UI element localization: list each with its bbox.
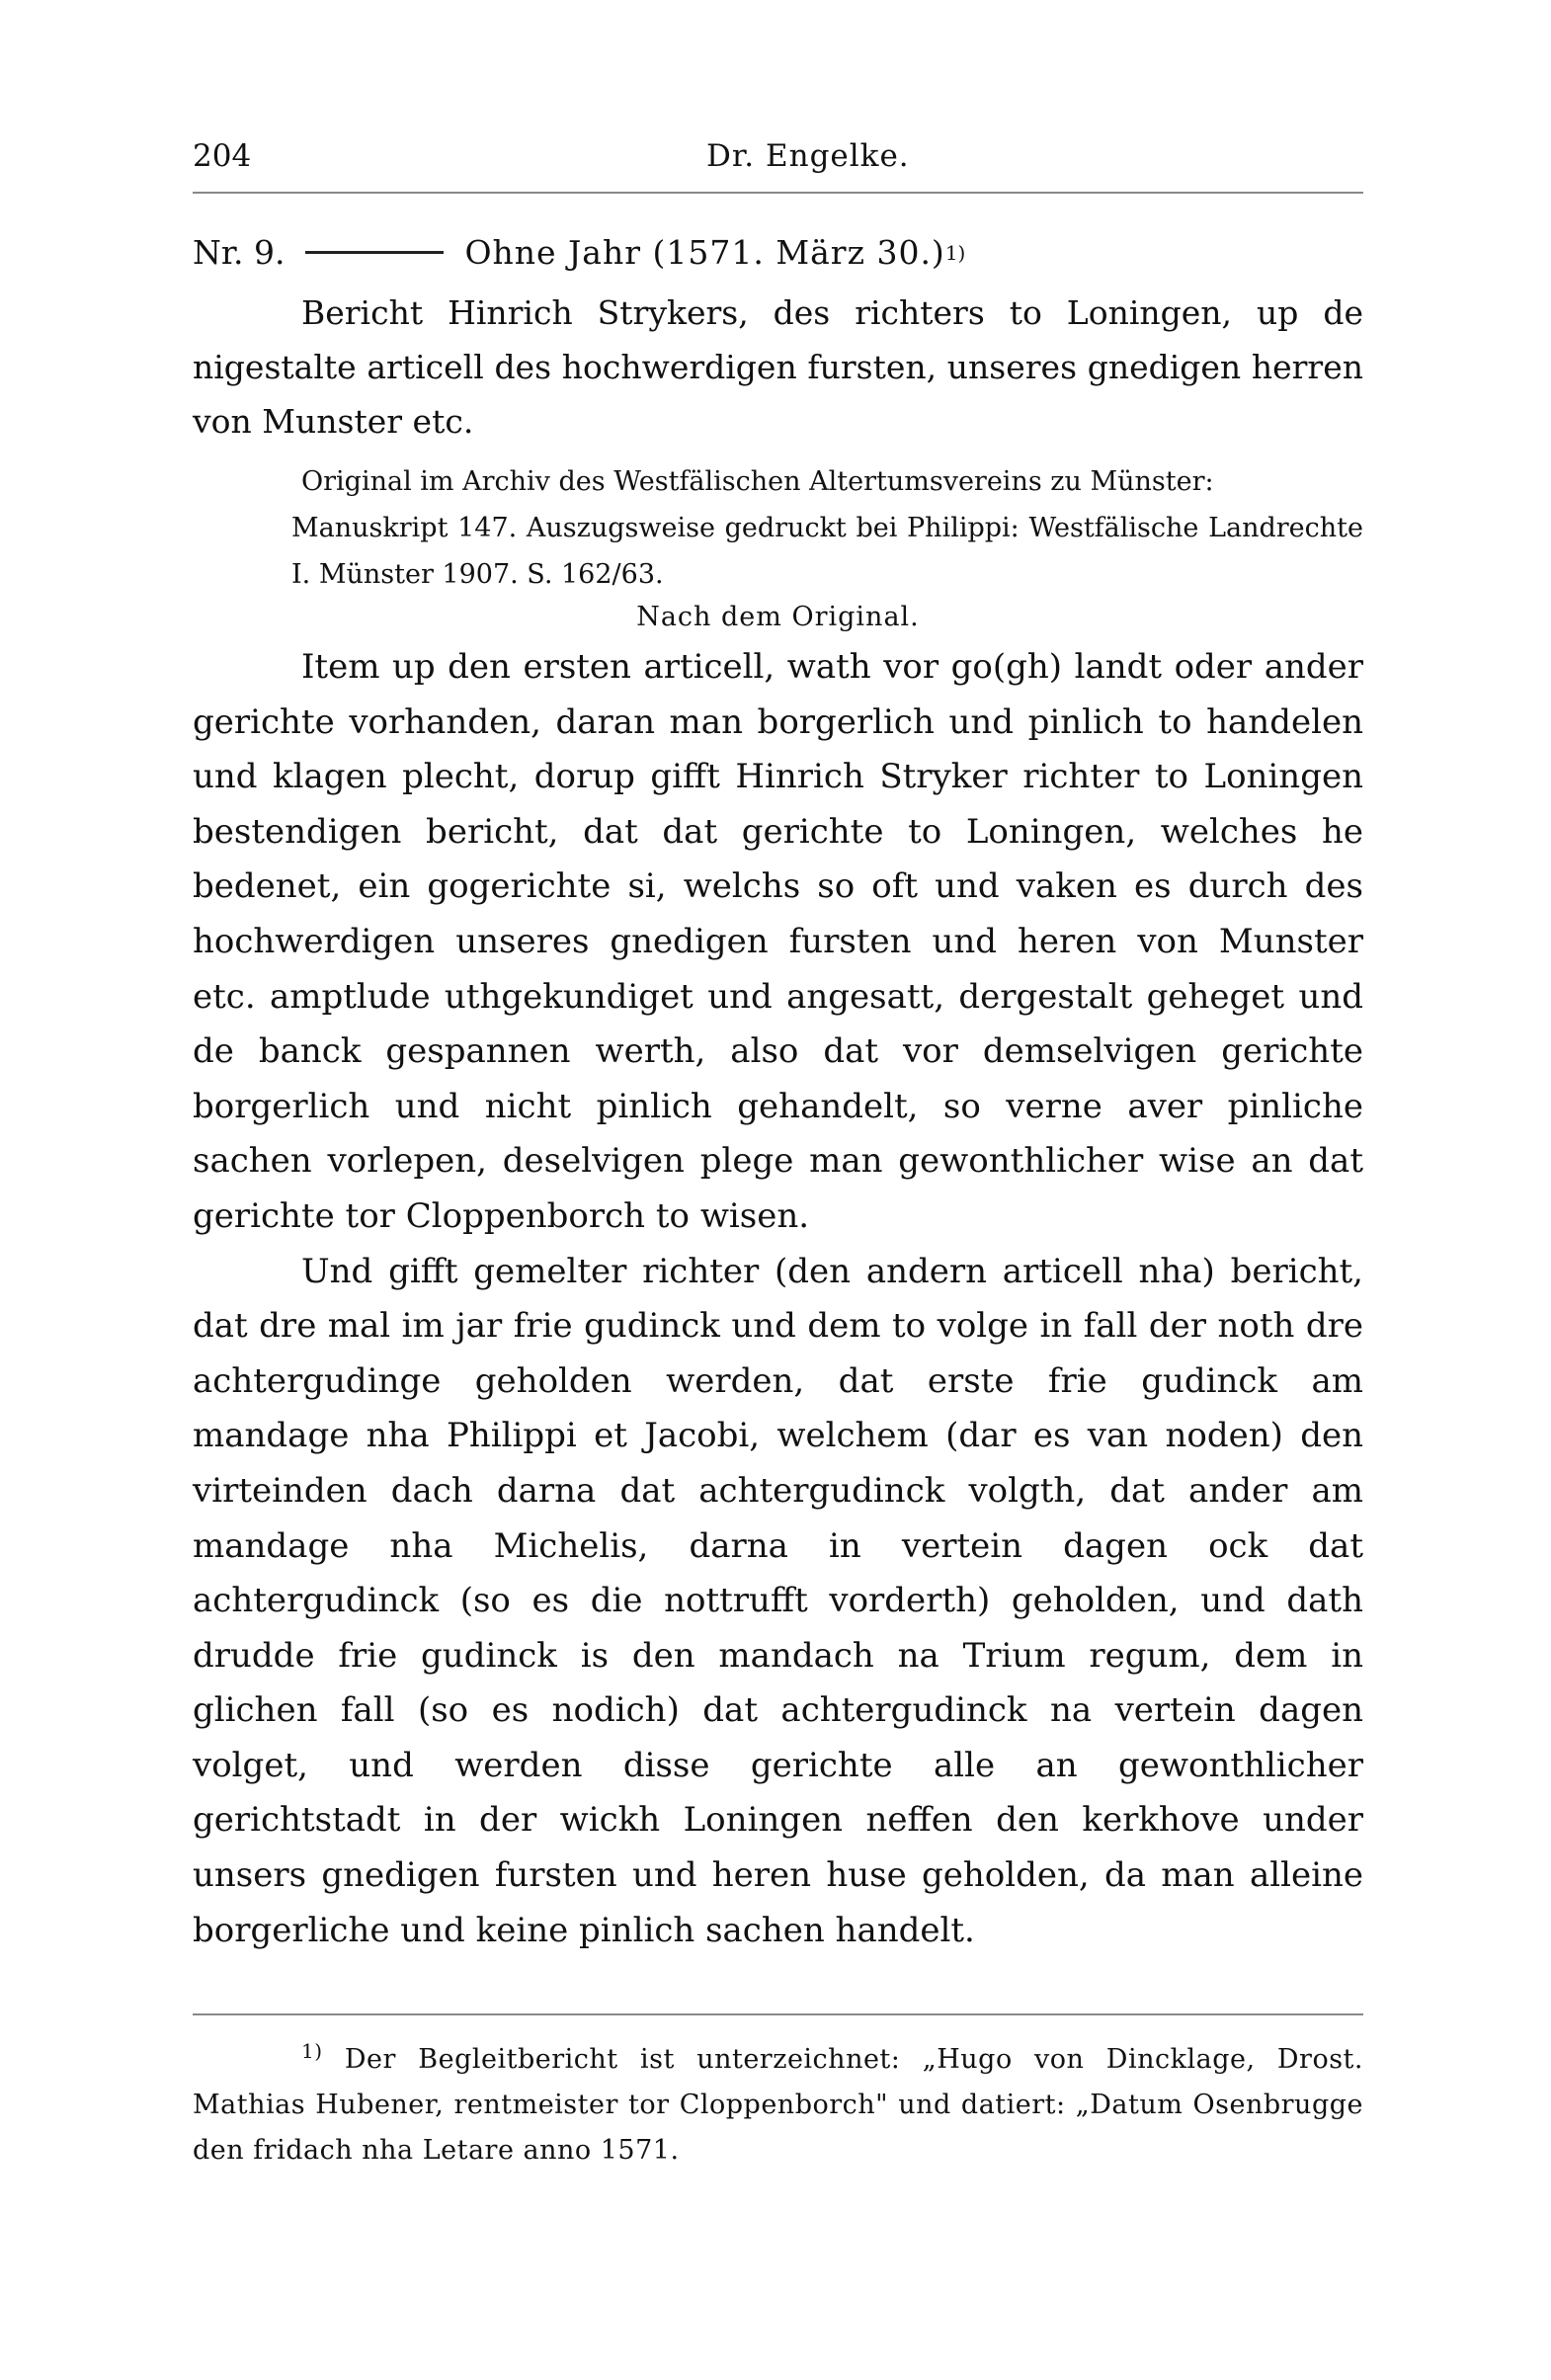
source-note-rest: Manuskript 147. Auszugsweise gedruckt bei Philippi: Westfälische Landrechte I. Münster 1907. S. 162/63.: [291, 513, 1363, 590]
document-number: Nr. 9.: [193, 233, 286, 272]
document-date: Ohne Jahr (1571. März 30.): [464, 233, 945, 272]
running-head: Dr. Engelke.: [706, 138, 910, 174]
footnote-divider: [193, 2013, 1363, 2015]
title-rule: [305, 251, 444, 254]
source-note: [193, 458, 1363, 598]
body-paragraph: Und gifft gemelter richter (den andern articell nha) bericht, dat dre mal im jar frie gudinck und dem to volge in fall der noth dre achtergudinge geholden werden, dat erste frie gudinck am mandage nha Philippi et Jacobi, welchem (dar es van noden) den virteinden dach darna dat achtergudinck volgth, dat ander am mandage nha Michelis, darna in vertein dagen ock dat achtergudinck (so es die nottrufft vorderth) geholden, und dath drudde frie gudinck is den mandach na Trium regum, dem in glichen fall (so es nodich) dat achtergudinck na vertein dagen volget, und werden disse gerichte alle an gewonthlicher gerichtstadt in der wickh Loningen neffen den kerkhove under unsers gnedigen fursten und heren huse geholden, da man alleine borgerliche und keine pinlich sachen handelt.: [193, 1251, 1363, 1950]
document-title: Nr. 9. Ohne Jahr (1571. März 30.) 1): [193, 233, 966, 272]
footnote: [193, 2037, 1363, 2174]
page: [193, 138, 1363, 2174]
document-summary: Bericht Hinrich Strykers, des richters to Loningen, up de nigestalte articell des hochwerdigen fursten, unseres gnedigen herren von Munster etc.: [193, 293, 1363, 441]
edition-note: Nach dem Original.: [636, 602, 920, 632]
body-paragraph: Item up den ersten articell, wath vor go(gh) landt oder ander gerichte vorhanden, daran man borgerlich und pinlich to handelen und klagen plecht, dorup gifft Hinrich Stryker richter to Loningen bestendigen bericht, dat dat gerichte to Loningen, welches he bedenet, ein gogerichte si, welchs so oft und vaken es durch des hochwerdigen unseres gnedigen fursten und heren von Munster etc. amptlude uthgekundiget und angesatt, dergestalt geheget und de banck gespannen werth, also dat vor demselvigen gerichte borgerlich und nicht pinlich gehandelt, so verne aver pinliche sachen vorlepen, deselvigen plege man gewonthlicher wise an dat gerichte tor Cloppenborch to wisen.: [193, 647, 1363, 1236]
source-note-line1: Original im Archiv des Westfälischen Altertumsvereins zu Münster:: [301, 466, 1214, 497]
page-header: [193, 138, 1363, 194]
footnote-marker: 1): [301, 2039, 323, 2064]
page-number: 204: [193, 138, 252, 174]
footnote-text: Der Begleitbericht ist unterzeichnet: „Hugo von Dincklage, Drost. Mathias Hubener, rentmeister tor Cloppenborch" und datiert: „Datum Osenbrugge den fridach nha Letare anno 1571.: [193, 2044, 1363, 2167]
